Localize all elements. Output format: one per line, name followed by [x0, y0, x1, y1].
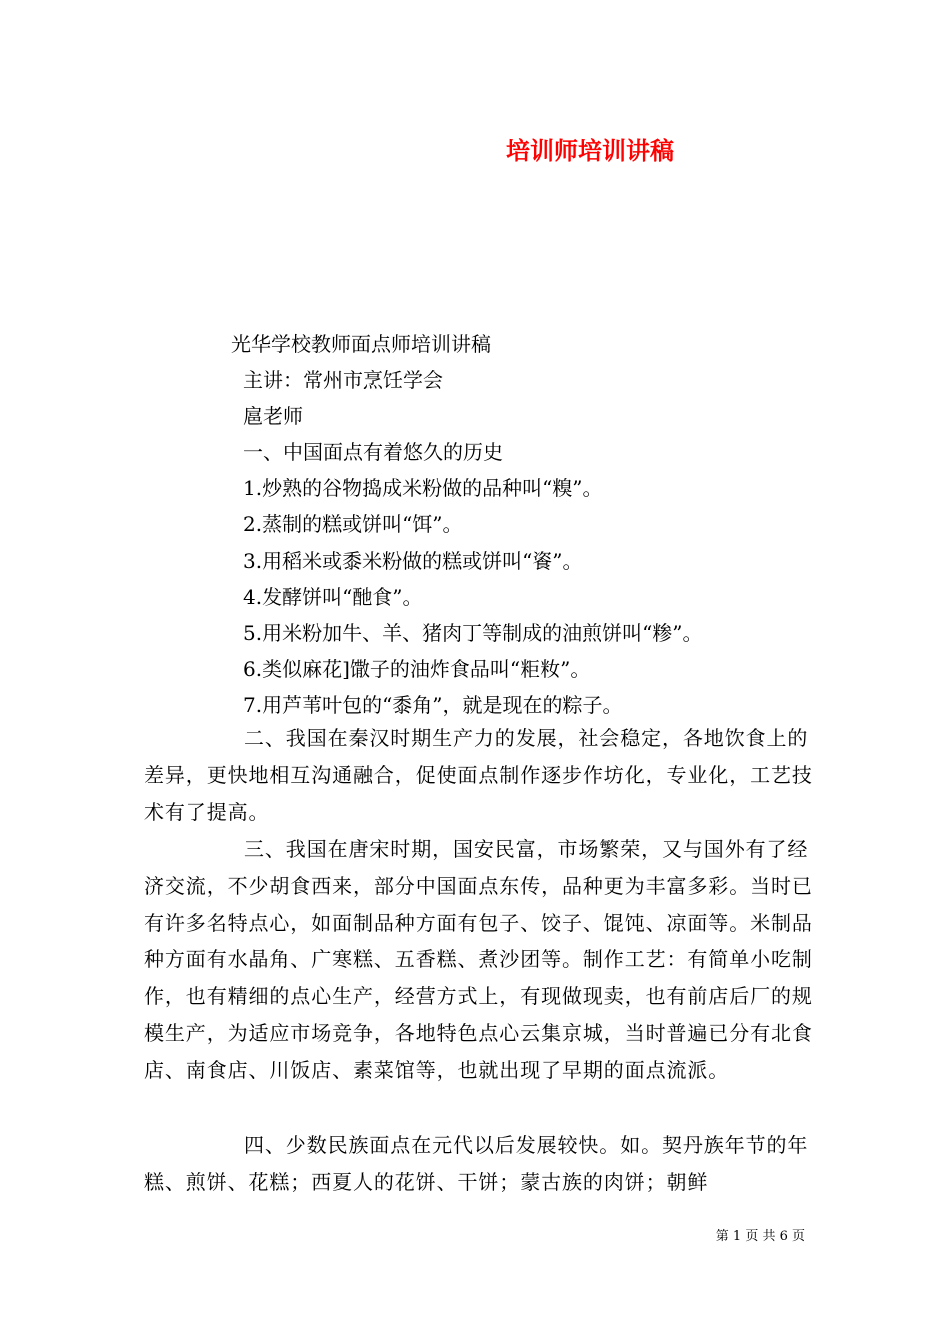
paragraph: 二、我国在秦汉时期生产力的发展，社会稳定，各地饮食上的差异，更快地相互沟通融合，促使面点制作逐步作坊化，专业化，工艺技术有了提高。: [144, 726, 813, 824]
list-item: 6.类似麻花]馓子的油炸食品叫“粔籹”。: [243, 657, 591, 681]
list-item: 7.用芦苇叶包的“黍角”，就是现在的粽子。: [243, 693, 623, 717]
paragraph: 三、我国在唐宋时期，国安民富，市场繁荣，又与国外有了经济交流，不少胡食西来，部分中国面点东传，品种更为丰富多彩。当时已有许多名特点心，如面制品种方面有包子、饺子、馄饨、凉面等。米制品种方面有水晶角、广寒糕、五香糕、煮沙团等。制作工艺：有简单小吃制作，也有精细的点心生产，经营方式上，有现做现卖，也有前店后厂的规模生产，为适应市场竞争，各地特色点心云集京城，当时普遍已分有北食店、南食店、川饭店、素菜馆等，也就出现了早期的面点流派。: [144, 837, 813, 1082]
teacher-line: 扈老师: [243, 404, 303, 428]
list-item: 4.发酵饼叫“酏食”。: [243, 585, 423, 609]
list-item: 5.用米粉加牛、羊、猪肉丁等制成的油煎饼叫“糁”。: [243, 621, 703, 645]
list-item: 1.炒熟的谷物捣成米粉做的品种叫“糗”。: [243, 476, 603, 500]
document-title: 培训师培训讲稿: [506, 136, 674, 165]
paragraph: 四、少数民族面点在元代以后发展较快。如。契丹族年节的年糕、煎饼、花糕；西夏人的花饼、干饼；蒙古族的肉饼；朝鲜: [144, 1133, 809, 1194]
section-heading: 一、中国面点有着悠久的历史: [243, 440, 503, 464]
list-item: 3.用稻米或黍米粉做的糕或饼叫“餈”。: [243, 549, 583, 573]
subtitle: 光华学校教师面点师培训讲稿: [231, 332, 491, 356]
page-number: 第 1 页 共 6 页: [715, 1229, 805, 1244]
list-item: 2.蒸制的糕或饼叫“饵”。: [243, 512, 463, 536]
speaker-line: 主讲：常州市烹饪学会: [243, 368, 443, 392]
